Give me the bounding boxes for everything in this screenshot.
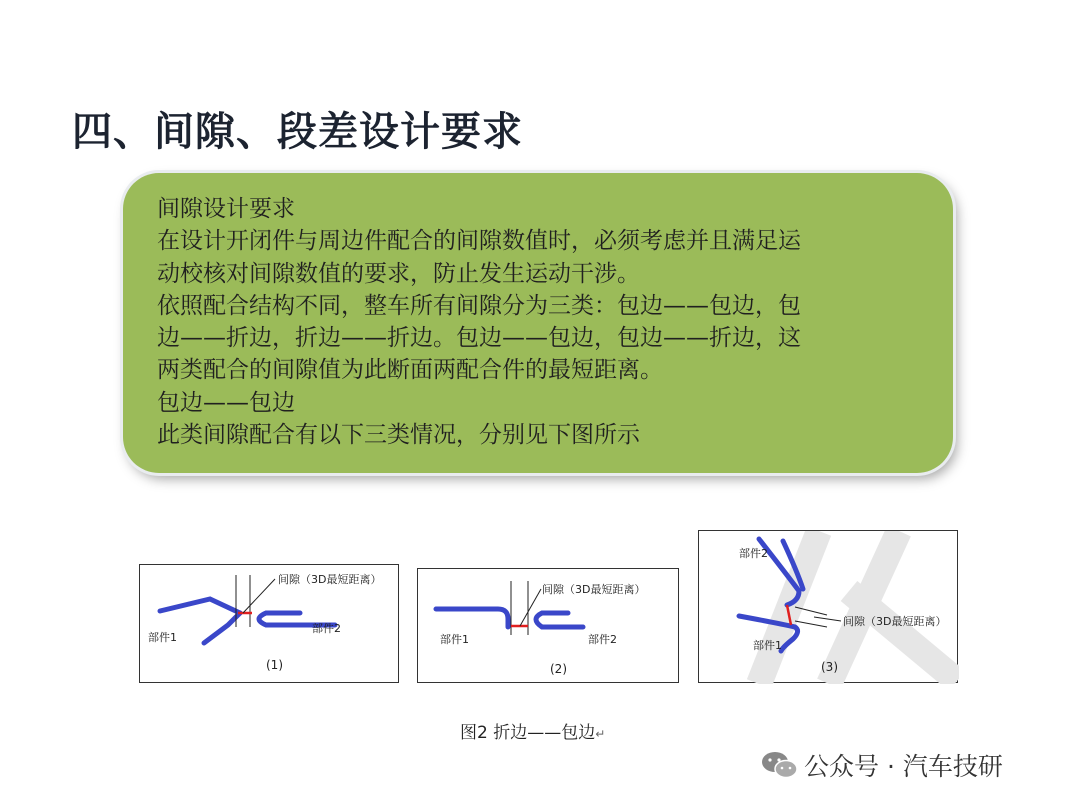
callout-line: 在设计开闭件与周边件配合的间隙数值时，必须考虑并且满足运 [157,228,801,255]
figure-index: (2) [550,662,567,676]
figure-2 [417,568,679,683]
part2-label: 部件2 [588,633,617,646]
callout-line: 此类间隙配合有以下三类情况，分别见下图所示 [157,422,640,449]
requirements-callout [123,173,953,473]
figure-index: (1) [266,658,283,672]
figure-3 [698,530,958,683]
figure-1-diagram [140,565,400,684]
callout-line: 包边——包边 [157,389,295,416]
part2-label: 部件2 [312,622,341,635]
figure-2-diagram [418,569,680,684]
return-mark: ↵ [595,727,606,741]
wechat-icon [760,750,800,780]
callout-line: 动校核对间隙数值的要求，防止发生运动干涉。 [157,260,640,287]
callout-line: 边——折边，折边——折边。包边——包边，包边——折边，这 [157,325,801,352]
figure-3-diagram [699,531,959,684]
part1-label: 部件1 [440,633,469,646]
callout-line: 依照配合结构不同，整车所有间隙分为三类：包边——包边，包 [157,292,801,319]
part2-label: 部件2 [739,547,768,560]
figure-index: (3) [821,660,838,674]
figure-1 [139,564,399,683]
part1-label: 部件1 [753,639,782,652]
gap-label: 间隙（3D最短距离） [843,615,947,628]
footer-watermark [760,747,1003,783]
figure-caption [460,718,605,743]
caption-text: 图2 折边——包边 [460,723,596,743]
part1-label: 部件1 [148,631,177,644]
callout-line: 两类配合的间隙值为此断面两配合件的最短距离。 [157,357,663,384]
gap-label: 间隙（3D最短距离） [542,583,646,596]
footer-text: 公众号 · 汽车技研 [804,752,1003,781]
page-title: 四、间隙、段差设计要求 [72,109,523,155]
callout-line: 间隙设计要求 [157,196,295,222]
gap-label: 间隙（3D最短距离） [278,573,382,586]
